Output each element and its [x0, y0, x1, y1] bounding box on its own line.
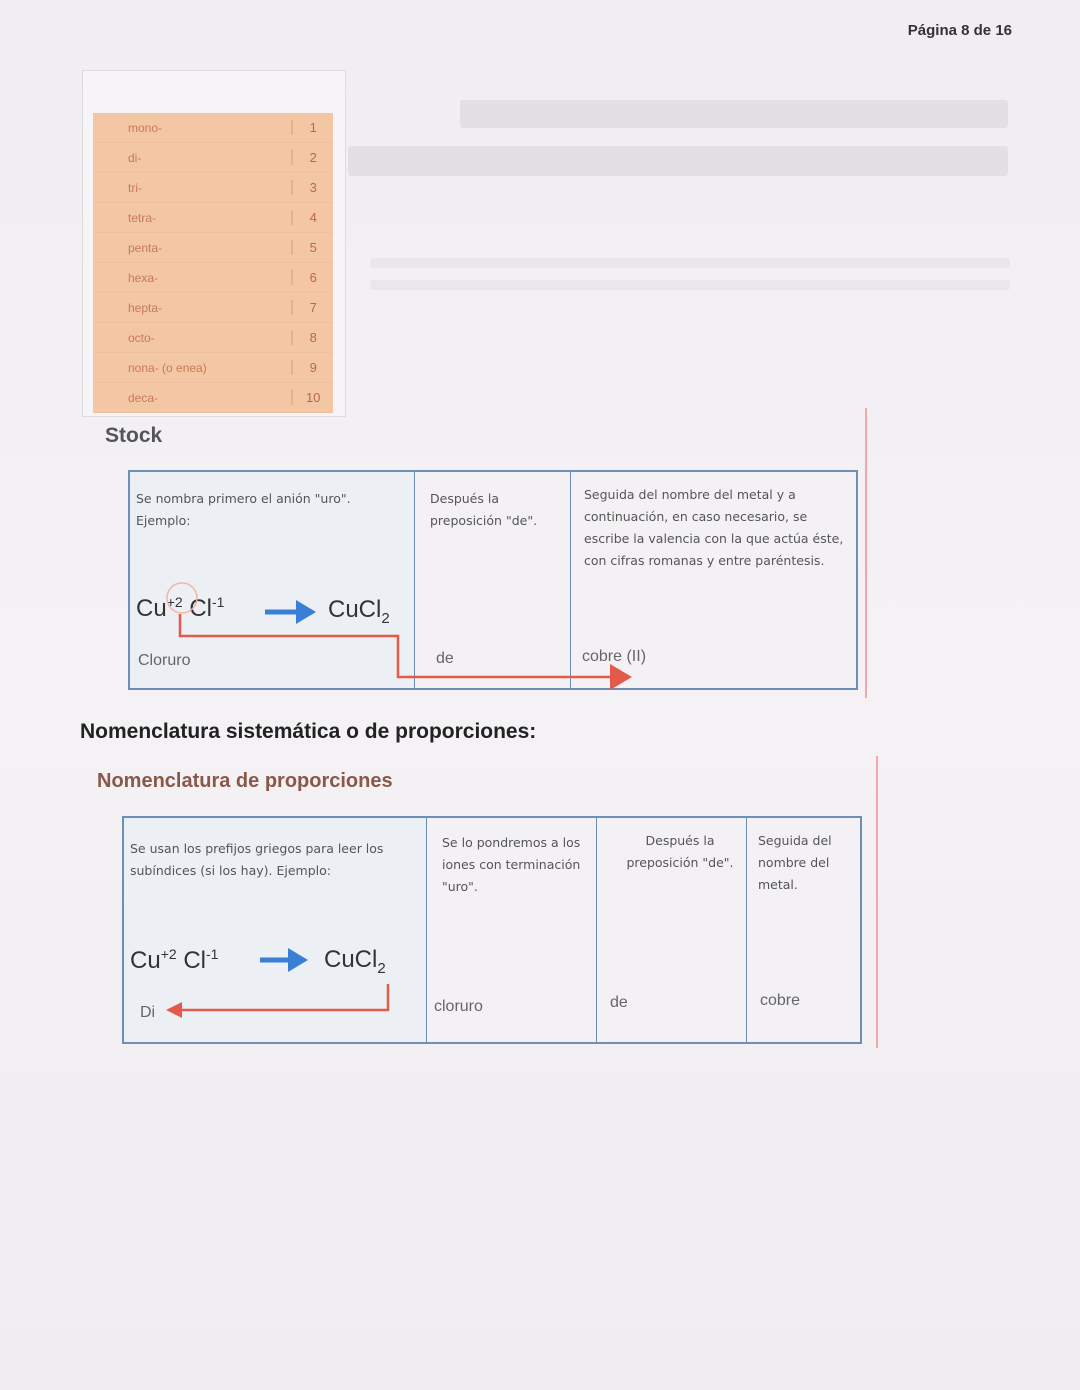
prefix-name: hepta- [128, 300, 163, 315]
cl-charge: -1 [206, 946, 219, 962]
prefix-number: 8 [291, 330, 333, 345]
stock-blue-arrowhead [296, 600, 316, 624]
prefix-name: deca- [128, 390, 159, 405]
prefix-name: octo- [128, 330, 155, 345]
cu-symbol: Cu [136, 595, 167, 622]
prefix-name: tetra- [128, 210, 157, 225]
stock-col2-text: Después la preposición "de". [430, 491, 538, 528]
cl-symbol: Cl [183, 947, 206, 974]
stock-red-connector [180, 614, 612, 677]
charge-highlight-circle [167, 583, 197, 613]
prefix-number: 6 [291, 270, 333, 285]
stock-col3-text: Seguida del nombre del metal y a continuación, en caso necesario, se escribe la valencia con la que actúa éste, con cifras romanas y entre paréntesis. [584, 487, 844, 568]
product-subscript: 2 [381, 609, 390, 627]
cl-symbol: Cl [189, 595, 212, 622]
prefix-number: 1 [291, 120, 333, 135]
stock-title: Stock [105, 424, 163, 447]
page-number: Página 8 de 16 [907, 22, 1012, 39]
product-subscript: 2 [377, 959, 386, 977]
product-symbol: CuCl [328, 596, 382, 623]
prefix-name: di- [128, 150, 142, 165]
prefix-name: tri- [128, 180, 142, 195]
stock-col1-text: Se nombra primero el anión "uro". Ejemplo: [136, 491, 351, 528]
product-symbol: CuCl [324, 946, 378, 973]
prop-word-cloruro: cloruro [434, 998, 483, 1015]
prop-word-de: de [610, 994, 628, 1011]
prefix-number: 7 [291, 300, 333, 315]
prop-red-arrowhead [166, 1002, 182, 1018]
prefix-number: 3 [291, 180, 333, 195]
cl-charge: -1 [212, 594, 225, 610]
prefix-number: 4 [291, 210, 333, 225]
prefix-number: 9 [291, 360, 333, 375]
prefix-name: mono- [128, 120, 163, 135]
cu-symbol: Cu [130, 947, 161, 974]
cu-charge: +2 [160, 946, 177, 962]
prop-word-di: Di [140, 1004, 156, 1021]
prefix-name: penta- [128, 240, 163, 255]
prop-word-cobre: cobre [760, 992, 801, 1009]
proporciones-title: Nomenclatura de proporciones [97, 770, 393, 792]
prefix-name: nona- (o enea) [128, 360, 207, 375]
prop-col1-text: Se usan los prefijos griegos para leer los subíndices (si los hay). Ejemplo: [130, 841, 384, 878]
prefix-number: 2 [291, 150, 333, 165]
cu-charge: +2 [166, 594, 183, 610]
prop-col4-text: Seguida del nombre del metal. [758, 833, 832, 892]
prefix-number: 5 [291, 240, 333, 255]
stock-word-de: de [436, 650, 454, 667]
stock-word-cobre: cobre (II) [582, 648, 647, 665]
prop-red-connector [178, 984, 388, 1010]
stock-word-cloruro: Cloruro [138, 652, 191, 669]
prop-col2-text: Se lo pondremos a los iones con terminación "uro". [442, 835, 581, 894]
prop-col3-text: Después la preposición "de". [626, 833, 734, 870]
prefix-number: 10 [291, 390, 333, 405]
prefix-name: hexa- [128, 270, 159, 285]
prop-blue-arrowhead [288, 948, 308, 972]
main-heading: Nomenclatura sistemática o de proporciones: [80, 720, 537, 743]
stock-red-arrowhead [610, 664, 632, 690]
